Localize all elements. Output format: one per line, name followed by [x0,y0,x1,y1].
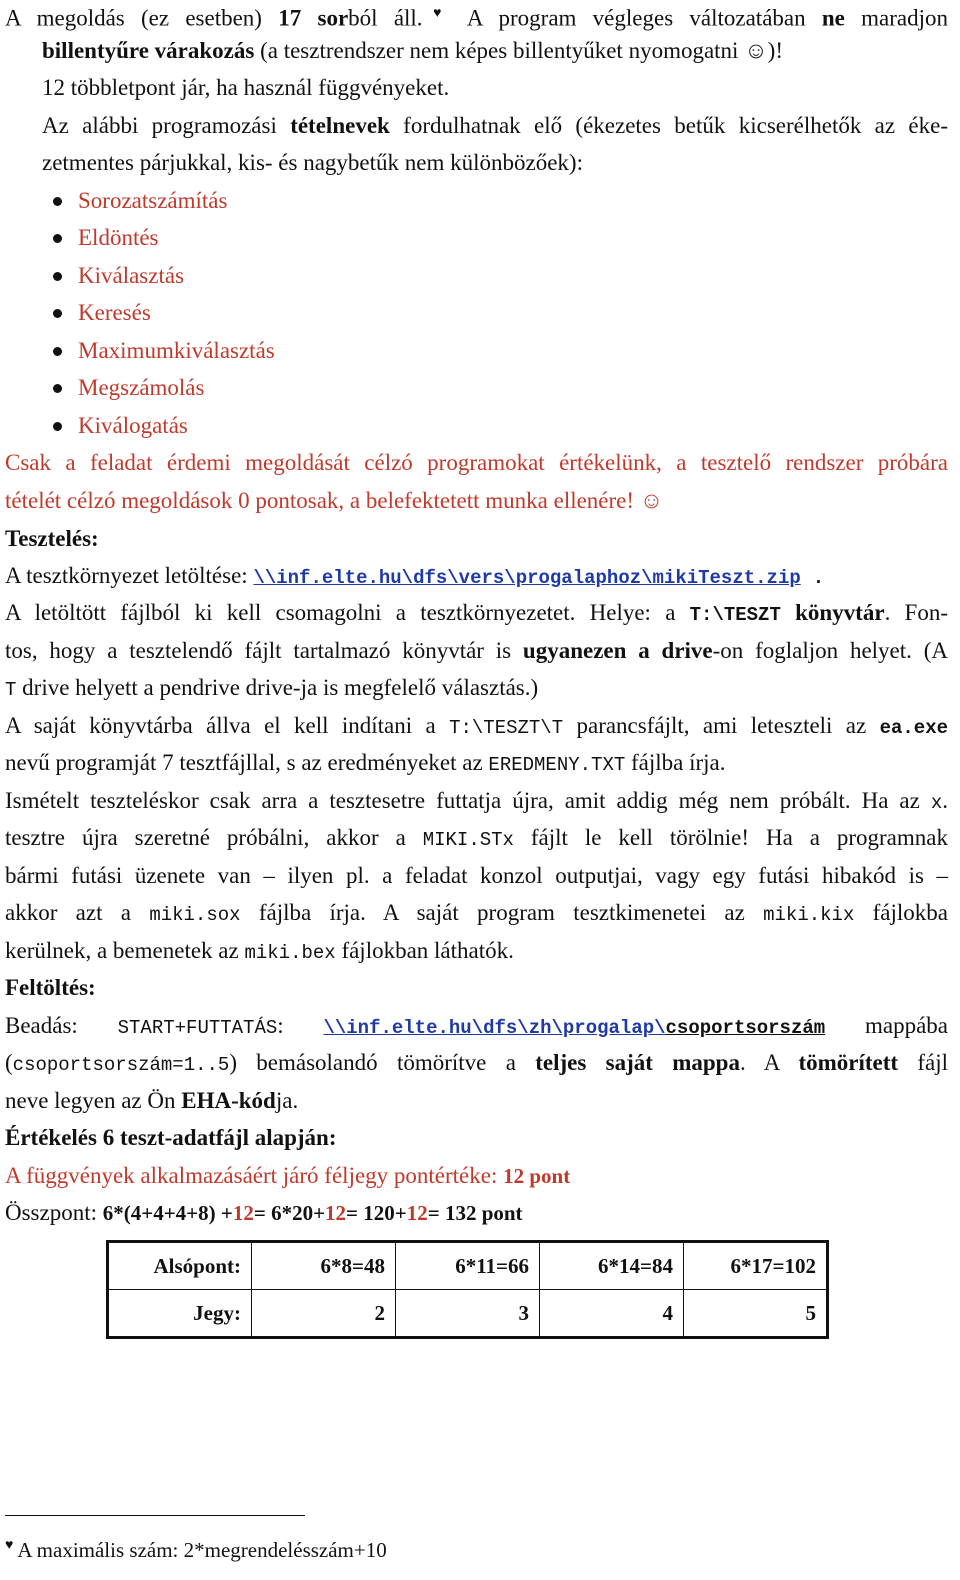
bullet-icon [53,384,62,393]
upload-line-1: Beadás: START+FUTTATÁS: \\inf.elte.hu\dfs\zh\progalap\csoportsorszám mappába [5,1013,948,1039]
bullet-icon [53,309,62,318]
heading-testing: Tesztelés: [5,526,99,551]
table-cell: 3 [396,1290,540,1338]
line-1: A megoldás (ez esetben) 17 sorból áll.♥ A program végleges változatában ne maradjon [5,5,948,31]
table-row [108,1242,828,1290]
table-cell: 6*17=102 [684,1242,828,1290]
line-3: 12 többletpont jár, ha használ függvényeket. [42,75,450,100]
table-cell: 6*11=66 [396,1242,540,1290]
footnote-separator [5,1515,305,1516]
evaluation-line-1: A függvények alkalmazásáért járó féljegy pontértéke: 12 pont [5,1163,571,1188]
bullet-icon [53,422,62,431]
table-cell: 6*8=48 [252,1242,396,1290]
footnote-heart-icon: ♥ [422,6,452,21]
line-5: zetmentes párjukkal, kis- és nagybetűk nem különbözőek): [42,150,583,175]
table-cell: 5 [684,1290,828,1338]
heading-upload: Feltöltés: [5,975,96,1000]
test-line-10: kerülnek, a bemenetek az miki.bex fájlokban láthatók. [5,938,514,964]
bullet-icon [53,197,62,206]
table-cell: 6*14=84 [540,1242,684,1290]
download-line: A tesztkörnyezet letöltése: \\inf.elte.hu\dfs\vers\progalaphoz\mikiTeszt.zip . [5,563,825,589]
test-line-3: T drive helyett a pendrive drive-ja is megfelelő választás.) [5,675,539,701]
line-4: Az alábbi programozási tételnevek fordulhatnak elő (ékezetes betűk kicserélhetők az éke- [42,113,948,138]
grade-table [106,1240,829,1339]
bullet-icon [53,347,62,356]
table-cell: 2 [252,1290,396,1338]
heart-icon: ♥ [5,1538,14,1553]
test-line-2: tos, hogy a tesztelendő fájlt tartalmazó könyvtár is ugyanezen a drive-on foglaljon helyet. (A [5,638,948,663]
upload-line-2: (csoportsorszám=1..5) bemásolandó tömörítve a teljes saját mappa. A tömörített fájl [5,1050,949,1076]
test-line-9: akkor azt a miki.sox fájlba írja. A saját program tesztkimenetei az miki.kix fájlokba [5,900,949,926]
table-row [108,1290,828,1338]
table-cell: Jegy: [108,1290,252,1338]
test-line-1: A letöltött fájlból ki kell csomagolni a tesztkörnyezetet. Helye: a T:\TESZT könyvtár. Fon- [5,600,949,626]
test-line-4: A saját könyvtárba állva el kell indítani a T:\TESZT\T parancsfájlt, ami leteszteli az ea.exe [5,713,949,739]
red-note-line-2: tételét célzó megoldások 0 pontosak, a belefektetett munka ellenére! ☺ [5,488,664,513]
upload-link[interactable]: \\inf.elte.hu\dfs\zh\progalap\ [323,1017,666,1039]
test-line-6: Ismételt teszteléskor csak arra a tesztesetre futtatja újra, amit addig még nem próbált. Ha az x. [5,788,948,814]
test-line-5: nevű programját 7 tesztfájllal, s az eredményeket az EREDMENY.TXT fájlba írja. [5,750,726,776]
test-line-8: bármi futási üzenete van – ilyen pl. a feladat konzol outputjai, vagy egy futási hibakód is – [5,863,948,888]
line-2: billentyűre várakozás (a tesztrendszer nem képes billentyűket nyomogatni ☺)! [42,38,784,63]
bullet-icon [53,272,62,281]
test-line-7: tesztre újra szeretné próbálni, akkor a MIKI.STx fájlt le kell törölnie! Ha a programnak [5,825,948,851]
heading-evaluation: Értékelés 6 teszt-adatfájl alapján: [5,1125,337,1150]
evaluation-line-2: Összpont: 6*(4+4+4+8) +12= 6*20+12= 120+12= 132 pont [5,1200,523,1225]
upload-line-3: neve legyen az Ön EHA-kódja. [5,1088,299,1113]
table-cell: Alsópont: [108,1242,252,1290]
footnote: ♥ A maximális szám: 2*megrendelésszám+10 [5,1538,387,1562]
table-cell: 4 [540,1290,684,1338]
bullet-icon [53,234,62,243]
red-note-line-1: Csak a feladat érdemi megoldását célzó programokat értékelünk, a tesztelő rendszer próbára [5,450,948,475]
download-link[interactable]: \\inf.elte.hu\dfs\vers\progalaphoz\mikiTeszt.zip [253,567,801,589]
